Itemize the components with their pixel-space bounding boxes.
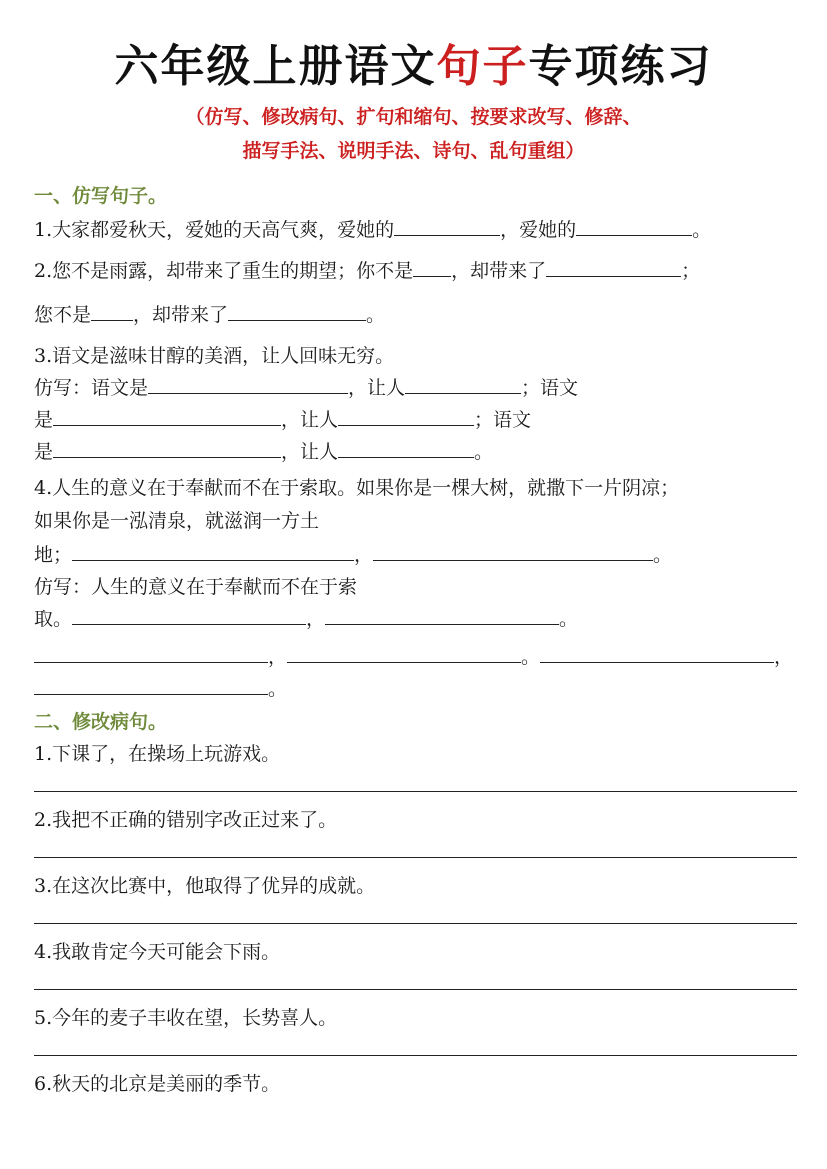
q2-text-c: ；: [681, 260, 701, 282]
q1-text-a: 1.大家都爱秋天，爱她的天高气爽，爱她的: [34, 219, 395, 241]
q4-blank-2[interactable]: [373, 542, 653, 561]
q2-text-b: ，却带来了: [451, 260, 547, 282]
q4-line-5: [34, 604, 578, 631]
q2-blank-3[interactable]: [91, 302, 133, 321]
q4-blank-1[interactable]: [72, 542, 354, 561]
q4-text-h: ，: [306, 608, 326, 630]
q4-blank-3[interactable]: [72, 606, 306, 625]
q2-text-d: 您不是: [34, 304, 92, 326]
title-highlight: 句子: [436, 41, 529, 92]
q4-line-2: 如果你是一泓清泉，就滋润一方土: [34, 510, 320, 532]
q2-blank-4[interactable]: [228, 302, 366, 321]
q4-blank-4[interactable]: [325, 606, 559, 625]
q1-blank-1[interactable]: [394, 217, 500, 236]
q4-text-l: ，: [774, 646, 794, 668]
q2-text-f: 。: [366, 304, 386, 326]
q4-line-6: [34, 642, 793, 669]
q3-blank-3[interactable]: [53, 407, 281, 426]
q3-blank-5[interactable]: [53, 439, 281, 458]
sentence-item-3: 3.在这次比赛中，他取得了优异的成就。: [34, 875, 376, 897]
q4-line-1: 4.人生的意义在于奉献而不在于索取。如果你是一棵大树，就撒下一片阴凉；: [34, 477, 680, 499]
subtitle-line-1: （仿写、修改病句、扩句和缩句、按要求改写、修辞、: [185, 106, 642, 128]
sentence-item-6: 6.秋天的北京是美丽的季节。: [34, 1073, 281, 1095]
answer-line-2[interactable]: [34, 857, 797, 858]
q1-text-b: ，爱她的: [500, 219, 577, 241]
q4-blank-6[interactable]: [287, 644, 521, 663]
q3-text-g: ；语文: [474, 409, 532, 431]
q2-line-1: [34, 256, 700, 283]
section-1-heading: 一、仿写句子。: [34, 185, 168, 207]
q1-blank-2[interactable]: [576, 217, 692, 236]
q3-blank-2[interactable]: [405, 375, 521, 394]
q4-text-i: 。: [559, 608, 579, 630]
q3-text-d: ；语文: [521, 377, 579, 399]
sentence-item-5: 5.今年的麦子丰收在望，长势喜人。: [34, 1007, 338, 1029]
q4-text-d: ，: [354, 544, 374, 566]
q4-blank-7[interactable]: [540, 644, 774, 663]
q3-blank-1[interactable]: [148, 375, 348, 394]
q4-text-m: 。: [268, 678, 288, 700]
q4-text-g: 取。: [34, 608, 73, 630]
sentence-item-4: 4.我敢肯定今天可能会下雨。: [34, 941, 281, 963]
q2-blank-2[interactable]: [546, 258, 681, 277]
q3-text-e: 是: [34, 409, 54, 431]
q4-line-7: [34, 674, 287, 701]
q3-text-f: ，让人: [281, 409, 339, 431]
q3-line-1: 3.语文是滋味甘醇的美酒，让人回味无穷。: [34, 345, 395, 367]
q4-line-3: [34, 540, 672, 567]
q2-blank-1[interactable]: [413, 258, 451, 277]
title-pre: 六年级上册语文: [114, 41, 437, 92]
q3-line-2: [34, 373, 578, 400]
page-title: [0, 30, 827, 94]
subtitle-line-2: 描写手法、说明手法、诗句、乱句重组）: [242, 140, 585, 162]
answer-line-3[interactable]: [34, 923, 797, 924]
section-2-heading: 二、修改病句。: [34, 711, 168, 733]
answer-line-1[interactable]: [34, 791, 797, 792]
q3-blank-4[interactable]: [338, 407, 474, 426]
q3-text-j: 。: [474, 441, 494, 463]
q4-text-c: 地；: [34, 544, 73, 566]
answer-line-4[interactable]: [34, 989, 797, 990]
q3-text-i: ，让人: [281, 441, 339, 463]
q3-text-c: ，让人: [348, 377, 406, 399]
q4-text-k: 。: [521, 646, 541, 668]
answer-line-5[interactable]: [34, 1055, 797, 1056]
q3-text-b: 仿写：语文是: [34, 377, 149, 399]
sentence-item-1: 1.下课了，在操场上玩游戏。: [34, 743, 281, 765]
q1-line: [34, 215, 711, 242]
q4-line-4: 仿写：人生的意义在于奉献而不在于索: [34, 576, 358, 598]
q3-line-4: [34, 437, 493, 464]
sentence-item-2: 2.我把不正确的错别字改正过来了。: [34, 809, 338, 831]
q1-text-c: 。: [692, 219, 712, 241]
q4-blank-5[interactable]: [34, 644, 268, 663]
q3-line-3: [34, 405, 531, 432]
q2-line-2: [34, 300, 385, 327]
q4-text-e: 。: [653, 544, 673, 566]
q4-text-j: ，: [268, 646, 288, 668]
q2-text-a: 2.您不是雨露，却带来了重生的期望；你不是: [34, 260, 414, 282]
q3-text-h: 是: [34, 441, 54, 463]
title-post: 专项练习: [528, 41, 713, 92]
q2-text-e: ，却带来了: [133, 304, 229, 326]
q4-blank-8[interactable]: [34, 676, 268, 695]
q3-blank-6[interactable]: [338, 439, 474, 458]
